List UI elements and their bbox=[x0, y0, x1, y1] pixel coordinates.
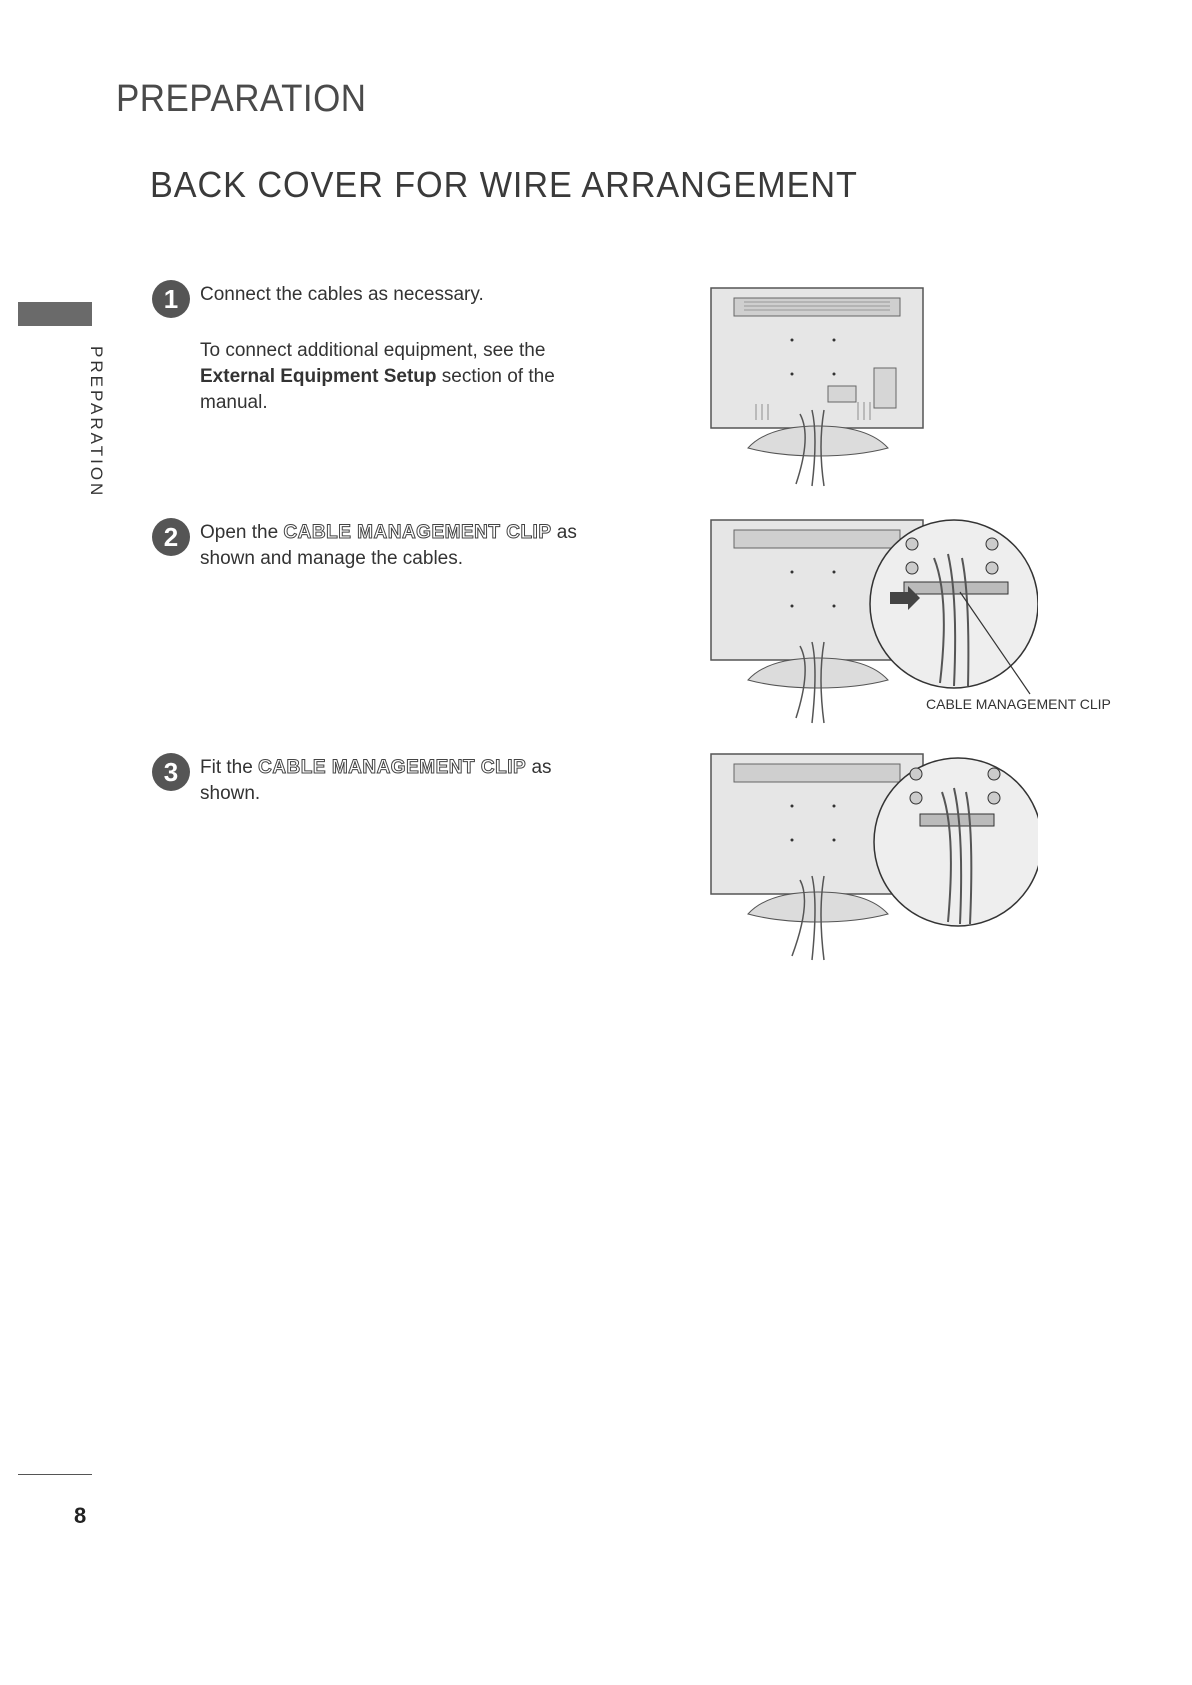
step-2-highlight: CABLE MANAGEMENT CLIP bbox=[283, 522, 552, 543]
step-1-note-prefix: To connect additional equipment, see the bbox=[200, 340, 546, 361]
side-tab-marker bbox=[18, 302, 92, 326]
tv-back-illustration-3 bbox=[708, 752, 1038, 964]
tv-back-illustration-1 bbox=[708, 286, 938, 490]
footer-rule bbox=[18, 1474, 92, 1475]
step-1-note-suffix: section of the manual. bbox=[200, 366, 555, 413]
step-1-text: Connect the cables as necessary. bbox=[200, 284, 484, 305]
side-section-label: PREPARATION bbox=[87, 346, 106, 499]
step-2 bbox=[152, 520, 602, 572]
step-2-suffix: as shown and manage the cables. bbox=[200, 522, 577, 569]
step-3-suffix: as shown. bbox=[200, 757, 552, 804]
step-1-note-bold: External Equipment Setup bbox=[200, 366, 437, 387]
step-number-1: 1 bbox=[152, 280, 190, 318]
step-3-text bbox=[200, 755, 602, 807]
cable-clip-callout-label: CABLE MANAGEMENT CLIP bbox=[926, 696, 1111, 712]
step-2-prefix: Open the bbox=[200, 522, 279, 543]
step-1 bbox=[152, 282, 602, 416]
step-number-2: 2 bbox=[152, 518, 190, 556]
step-2-text bbox=[200, 520, 602, 572]
section-title: BACK COVER FOR WIRE ARRANGEMENT bbox=[150, 164, 858, 205]
page-number: 8 bbox=[74, 1503, 87, 1528]
step-3 bbox=[152, 755, 602, 807]
step-number-3: 3 bbox=[152, 753, 190, 791]
step-1-note bbox=[200, 338, 602, 416]
step-3-prefix: Fit the bbox=[200, 757, 253, 778]
step-3-highlight: CABLE MANAGEMENT CLIP bbox=[258, 757, 527, 778]
page-header-title: PREPARATION bbox=[116, 78, 367, 120]
